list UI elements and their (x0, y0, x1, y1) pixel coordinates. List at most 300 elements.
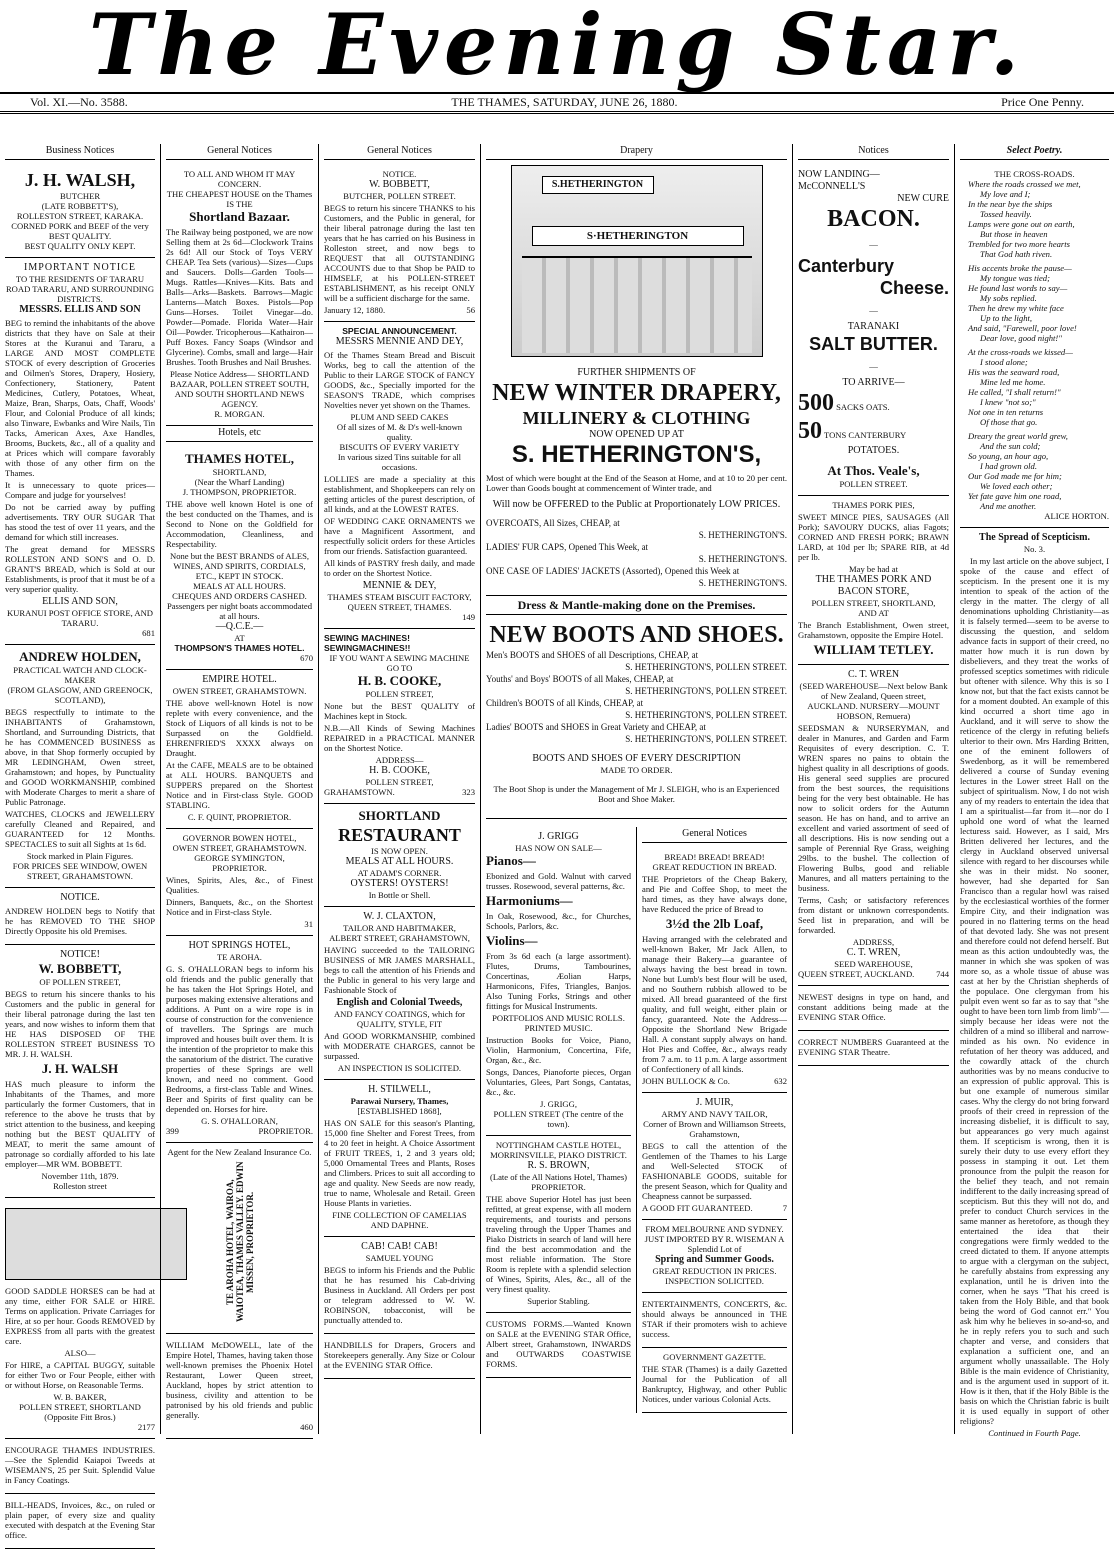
ad-title: Spring and Summer Goods. (655, 1254, 774, 1266)
ad-body: ENCOURAGE THAMES INDUSTRIES.—See the Splendid Kaiapoi Tweeds at WISEMAN'S, 25 per Suit. Splendid Value in Fancy Coatings. (5, 1445, 155, 1485)
ad-title: NOTICE. (60, 892, 100, 903)
poem-line: Of those that go. (980, 417, 1038, 427)
article-number: No. 3. (1023, 544, 1046, 554)
ad-line: PLUM AND SEED CAKES (350, 412, 449, 422)
ad-line: S. HETHERINGTON'S, POLLEN STREET. (625, 710, 787, 720)
ellis-ad (5, 258, 155, 645)
poem-lines (960, 179, 1109, 511)
ad-line: TARANAKI (847, 321, 900, 332)
ad-body: Instruction Books for Voice, Piano, Violin, Harmonium, Concertina, Fife, Organ, &c., &c. (486, 1035, 631, 1066)
ad-body: N.B.—All Kinds of Sewing Machines REPAIRED in a PRACTICAL MANNER on the Shortest Notice. (324, 723, 475, 753)
ad-line: Superior Stabling. (527, 1296, 590, 1307)
ad-title: NEW WINTER DRAPERY, (492, 380, 781, 406)
ad-subtitle: THE CHEAPEST HOUSE on the Thames IS THE (166, 189, 313, 209)
poem-line: Up to the light, (980, 313, 1033, 323)
ad-body: From 3s 6d each (a large assortment). Flutes, Drums, Tambourines, Concertinas, Æolian Harps, Harmonicons, Fifes, Triangles, Banjos. Also Tuning Forks, Strings and other fittings for Musical Instruments. (486, 951, 631, 1012)
ad-signature: H. B. COOKE, (369, 765, 430, 776)
ad-body: ENTERTAINMENTS, CONCERTS, &c. should always be announced in THE STAR if their promoters wish to achieve success. (642, 1299, 787, 1340)
ad-line: ADDRESS— (375, 755, 424, 765)
ad-signature: JOHN BULLOCK & Co. (642, 1076, 730, 1087)
mennie-dey-ad (324, 322, 475, 629)
ad-line: CORNED PORK and BEEF of the very BEST QUALITY. (11, 221, 149, 241)
ad-line: PORTFOLIOS AND MUSIC ROLLS. (492, 1013, 625, 1024)
poem-title: THE CROSS-ROADS. (994, 169, 1075, 179)
ad-body: Do not be carried away by puffing advertisements. TRY OUR SUGAR That has stood the test of over 11 years, and the demand for which still increases. (5, 502, 155, 542)
ad-line: S. HETHERINGTON'S. (698, 554, 787, 564)
poem-line: And said, "Farewell, poor love! (968, 323, 1077, 333)
ad-line: LADIES' FUR CAPS, Opened This Week, at (486, 542, 649, 552)
ad-title: GOVERNOR BOWEN HOTEL, (182, 833, 297, 843)
scepticism-article (960, 528, 1109, 1444)
ad-number: 744 (936, 969, 949, 979)
poem-line: We loved each other; (980, 481, 1053, 491)
ad-note: (Late of the All Nations Hotel, Thames) PROPRIETOR. (489, 1172, 628, 1193)
column-notices (792, 144, 954, 1434)
ad-body: LOLLIES are made a speciality at this establishment, and Shopkeepers can rely on getting articles of the purest description, of all kinds, and at the LOWEST RATES. (324, 474, 475, 514)
ad-body: Most of which were bought at the End of the Season at Home, and at 10 to 20 per cent. Lower than Goods bought at commencement of Winter trade, and (486, 473, 787, 493)
newest-designs-ad (798, 986, 949, 1031)
masthead (0, 0, 1114, 94)
ad-line: McCONNELL'S (798, 181, 866, 192)
ad-body: SEEDSMAN & NURSERYMAN, and dealer in Manures, and Garden and Farm Requisites of every description. C. T. WREN spares no pains to obtain the highest quality in all descriptions of goods. His general seed supplies are procured from the best sources, the requisitions being for the very best obtainable. He has now to solicit orders for the Autumn season. He has on hand, and to arrive an excellent and varied assortment of seed of all descriptions. His is now sending out a sample of Perennial Rye Grass, weighing 29lbs. to the bushel. The collection of Flowering Bulbs, good and reliable Manures, and all matters pertaining to the business. (798, 723, 949, 893)
ad-line: AND FANCY COATINGS, which for QUALITY, STYLE, FIT (333, 1009, 466, 1029)
ad-title: MILLINERY & CLOTHING (522, 408, 751, 428)
customs-forms-ad (486, 1313, 631, 1378)
billheads-ad (5, 1494, 155, 1549)
storefront-illustration (511, 165, 763, 357)
ad-line: In various sized Tins suitable for all occasions. (337, 452, 462, 472)
ad-body: The Branch Establishment, Owen street, Grahamstown, opposite the Empire Hotel. (798, 620, 949, 640)
poem-line: And me another. (980, 501, 1037, 511)
ad-title: RESTAURANT (338, 825, 461, 845)
ad-body: THE above well known Hotel is one of the best conducted on the Thames, and is Second to None on the Goldfield for Accommodation, Cleanliness, and Respectability. (166, 499, 313, 549)
ad-title: HOT SPRINGS HOTEL, (188, 940, 291, 951)
ad-title: W. BOBBETT, (369, 179, 430, 190)
ad-line: BOOTS AND SHOES OF EVERY DESCRIPTION (532, 753, 741, 764)
ad-note: (FROM GLASGOW, AND GREENOCK, SCOTLAND), (7, 685, 153, 705)
ad-note: [ESTABLISHED 1868], (357, 1106, 442, 1116)
poem-line: That God hath riven. (980, 249, 1053, 259)
ad-address: KURANUI POST OFFICE STORE, AND TARARU. (6, 608, 154, 628)
quantity: 500 (798, 390, 834, 416)
ad-line: NEW CURE (897, 193, 949, 204)
ad-title: J. H. WALSH (41, 1061, 119, 1076)
poem-line: Lamps were gone out on earth, (968, 219, 1075, 229)
ad-line: ONE CASE OF LADIES' JACKETS (Assorted), Opened this Week at (486, 566, 740, 576)
ad-line: AND AT (858, 608, 889, 618)
article-title: The Spread of Scepticism. (979, 532, 1090, 543)
ad-body: BEGS to return his sincere THANKS to his Customers, and the Public in general, for their liberal patronage during the last ten years that he has carried on his Business in Rolleston street, and now begs to REQUEST that all OUTSTANDING ACCOUNTS due to that Shop be PAID to HIMSELF, at his POLLEN-STREET ESTABLISHMENT, as his receipt ONLY will be a sufficient discharge for the same. (324, 203, 475, 303)
ad-body: BEGS to call the attention of the Gentlemen of the Thames to his Large and Well-Selected STOCK of FASHIONABLE GOODS, suitable for the present Season, which for Quality and Cheapness cannot be surpassed. (642, 1141, 787, 1202)
column-heading: Hotels, etc (166, 426, 313, 442)
column-heading: Select Poetry. (960, 144, 1109, 160)
ad-address: ALBERT STREET, GRAHAMSTOWN, (329, 933, 470, 943)
ad-number: 7 (782, 1203, 787, 1214)
ad-line: CHEQUES AND ORDERS CASHED. (172, 591, 307, 601)
ad-number: 681 (142, 628, 155, 638)
ad-title: Dress & Mantle-making done on the Premises. (517, 598, 756, 612)
hot-springs-ad (166, 936, 313, 1143)
ad-number: 632 (774, 1076, 787, 1087)
ad-line: OVERCOATS, All Sizes, CHEAP, at (486, 518, 620, 528)
ad-body: At the CAFE, MEALS are to be obtained at ALL HOURS. BANQUETS and SUPPERS prepared on the Shortest Notice and in First-class Style. GOOD STABLING. (166, 760, 313, 810)
ad-line: ALSO— (64, 1348, 96, 1358)
column-heading: Drapery (486, 144, 787, 160)
ad-body: It is unnecessary to quote prices—Compare and judge for yourselves! (5, 480, 155, 500)
correct-numbers-ad (798, 1031, 949, 1066)
ad-line: S. HETHERINGTON'S. (698, 578, 787, 588)
poem-line: Tossed heavily. (980, 209, 1032, 219)
cab-ad (324, 1237, 475, 1334)
ad-body: HAS ON SALE for this season's Planting, 15,000 fine Shelter and Forest Trees, from 4 to 20 feet in height. A Choice Assortment of FRUIT TREES, 1, 2 and 3 years old; 5,000 Ornamental Trees and Plants, Roses and Climbers. Prices to suit all according to age and quality. New Seeds are now ready, true to name, Wholesale and Retail. Green House Plants in varieties. (324, 1118, 475, 1208)
ad-title: NEW BOOTS AND SHOES. (489, 622, 784, 648)
mcdowell-ad (166, 1334, 313, 1439)
poem-line: His accents broke the pause— (968, 263, 1072, 273)
poem-line: Dreary the great world grew, (968, 431, 1068, 441)
ad-signature: C. T. WREN, (846, 947, 901, 958)
ad-number: 399 (166, 1126, 179, 1136)
ad-body: THE STAR (Thames) is a daily Gazetted Journal for the Publication of all Bankruptcy, Highway, and other Public Notices, under various Colonial Acts. (642, 1364, 787, 1405)
bazaar-ad (166, 165, 313, 426)
ad-title: Cheese. (879, 278, 949, 298)
ad-line: AT (234, 633, 245, 643)
ad-title: THOMPSON'S THAMES HOTEL. (174, 643, 305, 653)
ad-title: Pianos— (486, 853, 536, 869)
poem-line: Trembled for two more hearts (968, 239, 1071, 249)
ad-title: —Q.C.E.— (215, 621, 264, 632)
ad-number: 31 (304, 919, 313, 929)
poem-line: I knew "not so;" (980, 397, 1036, 407)
ad-subtitle: GREAT REDUCTION IN BREAD. (652, 862, 777, 873)
ad-line: FOR PRICES SEE WINDOW, OWEN STREET, GRAHAMSTOWN. (12, 861, 148, 881)
ad-subtitle: Agent for the New Zealand Insurance Co. (167, 1147, 312, 1157)
ad-title: SHORTLAND (358, 808, 441, 823)
poem-line: Mine led me home. (980, 377, 1046, 387)
ad-signature: R. S. BROWN, (527, 1160, 590, 1172)
nottingham-hotel-ad (486, 1136, 631, 1313)
ad-body: WATCHES, CLOCKS and JEWELLERY carefully Cleaned and Repaired, and GUARANTEED for 12 Months. SPECTACLES to suit all Sights at 1s 6d. (5, 809, 155, 849)
ad-line: FURTHER SHIPMENTS OF (577, 367, 696, 378)
ad-title: NOTTINGHAM CASTLE HOTEL, MORRINSVILLE, PIAKO DISTRICT. (490, 1140, 627, 1161)
ad-subtitle: TAILOR AND HABITMAKER, (343, 923, 456, 933)
ad-body: For HIRE, a CAPITAL BUGGY, suitable for either Two or Four People, either with or without Horse, on Reasonable Terms. (5, 1360, 155, 1390)
ad-body: THE above well-known Hotel is now replete with every convenience, and the Stock of Liquors of all kinds is not to be Surpassed on the Goldfield. EHRENFRIED'S XXXX always on Draught. (166, 698, 313, 758)
price: Price One Penny. (1001, 95, 1084, 109)
ad-subtitle: BUTCHER (59, 191, 101, 201)
poem-line: Dear love, good night!" (980, 333, 1062, 343)
ad-signature: WILLIAM TETLEY. (813, 642, 934, 657)
ad-body: ANDREW HOLDEN begs to Notify that he has REMOVED TO THE SHOP Directly Opposite his old Premises. (5, 906, 155, 936)
ad-subtitle: BUTCHER, POLLEN STREET. (343, 191, 456, 201)
ad-line: Will now be OFFERED to the Public at Proportionately LOW PRICES. (492, 499, 781, 510)
ad-title: J. MUIR, (695, 1097, 734, 1109)
column-general-notices (160, 144, 318, 1434)
ad-body: BEGS to inform his Friends and the Public that he has resumed his Cab-driving Business in Auckland. All Orders per post or telegram addressed to W. W. ROBINSON, tobacconist, will be punctually attended to. (324, 1265, 475, 1325)
claxton-ad (324, 907, 475, 1080)
ad-title: SALT BUTTER. (809, 334, 938, 354)
ad-title: THAMES PORK PIES, (832, 500, 915, 510)
storefront-building (522, 256, 752, 353)
ad-number: 670 (300, 653, 313, 663)
ad-line: S. HETHERINGTON'S, POLLEN STREET. (625, 662, 787, 672)
ad-title: THAMES HOTEL, (184, 451, 295, 466)
poem (960, 165, 1109, 528)
ad-subtitle: TO THE RESIDENTS OF TARARU ROAD TARARU, AND SURROUNDING DISTRICTS. (5, 274, 155, 304)
ad-subtitle: OWEN STREET, GRAHAMSTOWN. (172, 686, 307, 696)
ad-line: SACKS OATS. (836, 402, 890, 412)
ad-subtitle: SAMUEL YOUNG (365, 1253, 434, 1263)
ad-line: POTATOES. (847, 445, 900, 456)
ad-body: All kinds of PASTRY fresh daily, and made to order on the Shortest Notice. (324, 558, 475, 578)
ad-line: IS NOW OPEN. (371, 846, 428, 856)
ad-subtitle: IF YOU WANT A SEWING MACHINE GO TO (329, 653, 470, 673)
ad-line: MEALS AT ALL HOURS. (193, 581, 286, 591)
ad-body: Songs, Dances, Pianoforte pieces, Organ Voluntaries, Glees, Part Songs, Cantatas, &c., &c. (486, 1067, 631, 1098)
column-business-notices (0, 144, 160, 1540)
ad-body: BILL-HEADS, Invoices, &c., on ruled or plain paper, of every size and quality executed with despatch at the Evening Star office. (5, 1500, 155, 1540)
ad-title: SPECIAL ANNOUNCEMENT. (342, 326, 457, 336)
ad-title: GOVERNMENT GAZETTE. (663, 1352, 766, 1363)
shortland-restaurant-ad (324, 804, 475, 907)
ad-address: Corner of Brown and Williamson Streets, Grahamstown, (643, 1119, 786, 1140)
ad-address: POLLEN STREET, (365, 777, 434, 787)
poem-author: ALICE HORTON. (1044, 511, 1109, 521)
ad-note: (Near the Wharf Landing) (194, 477, 285, 487)
ad-body: HAVING succeeded to the TAILORING BUSINESS of MR JAMES MARSHALL, begs to call the attention of his Friends and the Public in general to his very large and Fashionable Stock of (324, 945, 475, 995)
ad-line: FINE COLLECTION OF CAMELIAS AND DAPHNE. (332, 1210, 467, 1230)
ad-subtitle: JUST IMPORTED BY R. WISEMAN A Splendid Lot of (644, 1234, 785, 1255)
ad-note: (LATE ROBBETT'S), (41, 201, 119, 211)
poem-line: I stood alone; (980, 357, 1028, 367)
ad-title: C. T. WREN (847, 669, 900, 680)
ad-title: CAB! CAB! CAB! (361, 1241, 438, 1252)
ad-address: POLLEN STREET (The centre of the town). (493, 1109, 624, 1130)
te-aroha-ad (166, 1143, 313, 1334)
issue-date: THE THAMES, SATURDAY, JUNE 26, 1880. (451, 95, 678, 109)
ad-signature: G. S. O'HALLORAN, (201, 1116, 278, 1126)
ad-title: Shortland Bazaar. (189, 209, 290, 224)
ad-line: Stock marked in Plain Figures. (26, 851, 134, 861)
ad-line: S. HETHERINGTON'S. (698, 530, 787, 540)
ad-body: And GOOD WORKMANSHIP, combined with MODERATE CHARGES, cannot be surpassed. (324, 1031, 475, 1061)
poem-line: In the near bye the ships (968, 199, 1053, 209)
ad-body: The Railway being postponed, we are now Selling them at 2s 6d—Clockwork Trains 2s 6d! All our Stock of Toys VERY CHEAP. Tea Sets (various)—Sizes—Cups and Saucers. Dolls—Garden Tools—Mugs. Rattles—Knives—Kits. Bats and Balls—Arks—Baskets. Barrows—Magic Lanterns—Match Boxes. Pistols—Pop Guns—Horses. Toilet Vinegar—do. Powder—Pomade. Florida Water—Hair Oil—Powder. Tricopherous—Kathairon—Puff Boxes. Fancy Soaps (Windsor and Glycerine). Combs, small and large—Hair Brushes. Tooth Brushes and Nail Brushes. (166, 227, 313, 367)
ad-body: CORRECT NUMBERS Guaranteed at the EVENING STAR Theatre. (798, 1037, 949, 1057)
ad-signature: ELLIS AND SON, (42, 596, 118, 607)
volume-number: Vol. XI.—No. 3588. (30, 95, 128, 109)
ad-number: 56 (466, 305, 475, 315)
ad-title: NOTICE. (382, 169, 417, 179)
ad-address: Rolleston street (53, 1181, 107, 1191)
column-literary (954, 144, 1114, 1438)
ad-body: THE Proprietors of the Cheap Bakery, and Pie and Coffee Shop, to meet the hard times, as they have always done, have Reduced the price of Bread to (642, 874, 787, 915)
quantity: 50 (798, 418, 822, 444)
ad-title: J. GRIGG (538, 831, 579, 843)
muir-ad (642, 1093, 787, 1220)
gazette-ad (642, 1348, 787, 1413)
poem-line: Then he drew my white face (968, 303, 1064, 313)
ad-title: H. B. COOKE, (357, 673, 442, 688)
column-heading: Notices (798, 144, 949, 160)
ad-signature: MENNIE & DEY, (362, 580, 437, 591)
column-heading: General Notices (166, 144, 313, 160)
poem-line: My sobs replied. (980, 293, 1037, 303)
ad-body: NEWEST designs in type on hand, and constant additions being made at the EVENING STAR Office. (798, 992, 949, 1022)
walsh-ad (5, 165, 155, 258)
ad-line: MEALS AT ALL HOURS. (345, 856, 454, 867)
wren-ad (798, 665, 949, 986)
ad-line: Ladies' BOOTS and SHOES in Great Variety and CHEAP, at (486, 722, 706, 732)
ad-signature: J. THOMPSON, PROPRIETOR. (182, 487, 297, 497)
storefront-sign: S.HETHERINGTON (542, 176, 654, 194)
horses-ad (5, 1198, 155, 1439)
ad-line: BEST QUALITY ONLY KEPT. (24, 241, 136, 251)
ad-line: S. HETHERINGTON'S, POLLEN STREET. (625, 686, 787, 696)
ad-title: MESSRS. ELLIS AND SON (19, 304, 141, 315)
ad-line: TONS CANTERBURY (824, 430, 907, 440)
poem-line: Our God made me for him; (968, 471, 1062, 481)
column-heading: General Notices (324, 144, 475, 160)
ad-title: Harmoniums— (486, 893, 573, 909)
ad-body: Dinners, Banquets, &c., on the Shortest Notice and in First-class Style. (166, 897, 313, 917)
ad-signature: GEORGE SYMINGTON, PROPRIETOR. (194, 853, 285, 873)
ad-date: November 11th, 1879. (41, 1171, 119, 1181)
column-heading: Business Notices (5, 144, 155, 160)
general-notices-column (637, 827, 787, 1413)
ad-title: English and Colonial Tweeds, (336, 997, 463, 1008)
ad-number: 149 (462, 612, 475, 622)
notice-ad (5, 888, 155, 945)
ad-body: OF WEDDING CAKE ORNAMENTS we have a Magnificent Assortment, and respectfully solicit orders for these Articles from our friends. Satisfaction guaranteed. (324, 516, 475, 556)
ad-line: ADDRESS, (852, 937, 895, 947)
ad-title: OYSTERS! OYSTERS! (350, 878, 449, 889)
ad-signature: R. MORGAN. (214, 409, 265, 419)
ad-number: 2177 (137, 1422, 155, 1432)
ad-subtitle: TE AROHA. (217, 952, 262, 962)
article-continued: Continued in Fourth Page. (988, 1428, 1081, 1438)
handbills-ad (324, 1334, 475, 1379)
ad-line: NOW LANDING— (798, 169, 880, 180)
ad-body: HAS much pleasure to inform the Inhabitants of the Thames, and more particularly the former Customers, that in reference to the above he trusts that by strict attention to the business, and keeping nothing but the BEST QUALITY of MEAT, to merit the same amount of patronage so cordially afforded to his late employer—MR WM. BOBBETT. (5, 1079, 155, 1169)
ad-title: NOTICE! (60, 949, 100, 960)
entertainments-ad (642, 1293, 787, 1348)
poem-line: He found last words to say— (968, 283, 1068, 293)
column-drapery (480, 144, 792, 1434)
poem-line: Yet fate gave him one road, (968, 491, 1062, 501)
poem-line: I had grown old. (980, 461, 1037, 471)
bobbett-notice-ad (5, 945, 155, 1198)
ad-address: QUEEN STREET, AUCKLAND. (798, 969, 915, 979)
ad-note: (SEED WAREHOUSE—Next below Bank of New Zealand, Queen street, AUCKLAND. NURSERY—MOUNT HOBSON, Remuera) (799, 681, 948, 721)
ad-body: SWEET MINCE PIES, SAUSAGES (All Pork); SAVOURY DUCKS, alias Fagots; CORNED AND FRESH PORK; BRAWN LARD, at 10d per lb; SPARE RIB, at 4d per lb. (798, 512, 949, 562)
ad-body: BEGS to return his sincere thanks to his Customers and the public in general for their liberal patronage during the last ten years, and now wishes to inform them that HE HAS DISPOSED OF THE ROLLESTON STREET BUSINESS TO MR. J. H. WALSH. (5, 989, 155, 1059)
ad-subtitle: OF POLLEN STREET, (39, 977, 121, 987)
ad-body: Wines, Spirits, Ales, &c., of Finest Qualities. (166, 875, 313, 895)
ad-number: 460 (300, 1422, 313, 1432)
bread-ad (642, 848, 787, 1093)
holden-ad (5, 645, 155, 888)
grigg-ad (486, 827, 631, 1136)
ad-body: In Oak, Rosewood, &c., for Churches, Schools, Parlors, &c. (486, 911, 631, 932)
ad-line: Men's BOOTS and SHOES of all Descriptions, CHEAP, at (486, 650, 699, 660)
storefront-sign: S·HETHERINGTON (532, 226, 744, 246)
ad-title: ANDREW HOLDEN, (19, 649, 141, 664)
ad-note: (Opposite Fitt Bros.) (44, 1412, 116, 1422)
dateline (0, 92, 1114, 114)
ad-line: MADE TO ORDER. (600, 765, 673, 775)
ad-line: GREAT REDUCTION IN PRICES. INSPECTION SOLICITED. (652, 1266, 777, 1287)
encourage-ad (5, 1439, 155, 1494)
poem-line: Not one in ten returns (968, 407, 1044, 417)
ad-body: G. S. O'HALLORAN begs to inform his old friends and the public generally that he has taken the Hot Springs Hotel, and purposes making extensive alterations and additions. A Punt on a wire rope is in course of construction for the convenience of travellers. The Springs are much improved and houses built over them. It is the intention of the proprietor to make this the sanatorium of the district. The curative properties of these Springs are well known, and need no comment. Good Bedrooms, a first-class Table and Wines. Beer and Spirits of first quality can be depended on. Horses for hire. (166, 964, 313, 1114)
ad-title: S. HETHERINGTON'S, (511, 441, 762, 468)
ad-line: Of all sizes of M. & D's well-known quality. (336, 422, 463, 442)
ad-title: Violins— (486, 933, 538, 949)
ad-signature: PROPRIETOR. (258, 1126, 313, 1136)
ad-title: SEWING MACHINES! SEWINGMACHINES!! (324, 633, 411, 653)
poem-line: Where the roads crossed we met, (968, 179, 1081, 189)
ad-subtitle: SHORTLAND, (212, 467, 267, 477)
bowen-hotel-ad (166, 829, 313, 936)
ad-body: GOOD SADDLE HORSES can be had at any time, either FOR SALE or HIRE. Terms on application. Private Carriages for Hire, at so per hour. Goods REMOVED by EXPRESS from all parts with the greatest care. (5, 1286, 155, 1346)
ad-title: J. H. WALSH, (24, 170, 136, 190)
ad-address: POLLEN STREET, (365, 689, 434, 699)
ad-line: None but the BEST BRANDS of ALES, WINES, AND SPIRITS, CORDIALS, ETC., KEPT IN STOCK. (169, 551, 310, 581)
ad-line: S. HETHERINGTON'S, POLLEN STREET. (625, 734, 787, 744)
ad-address: GRAHAMSTOWN. (324, 787, 395, 797)
ad-title: FROM MELBOURNE AND SYDNEY. (645, 1224, 784, 1235)
ad-subtitle: ARMY AND NAVY TAILOR, (661, 1109, 768, 1120)
veale-ad: NOW LANDING— McCONNELL'S NEW CURE BACON. — Canterbury Cheese. — TARANAKI SALT BUTTER. — TO ARRIVE— 500 SACKS OATS. 50 TONS CANTERBURY POTATOES. At Thos. Veale's, POLLEN STREET. (798, 165, 949, 496)
rotated-ad-text: TE AROHA HOTEL, WAIROA, WAIOTEA, THAMES VALLEY. EDWIN MISSEN, PROPRIETOR. (224, 1161, 255, 1323)
ad-address: ROLLESTON STREET, KARAKA. (16, 211, 144, 221)
ad-signature: J. GRIGG, (539, 1099, 577, 1110)
ad-body: Having arranged with the celebrated and well-known Baker, Mr Jack Allen, to manage their Bakery—a guarantee of always having the best bread in town. None but Lumb's best flour will be used, and no Southern rubbish allowed to be mixed. All bread guaranteed of the first quality, and full weight, either plain or fancy, guaranteed. Note the Address—Opposite the Shortland New Brigade Hall. A constant supply always on hand. Hot Pies and Coffee, &c., always ready from 7 a.m. to 11 p.m. A large assortment of Confectionery of all kinds. (642, 934, 787, 1075)
ad-signature: W. B. BAKER, (53, 1392, 107, 1402)
ad-title: IMPORTANT NOTICE (24, 262, 136, 273)
column-heading: General Notices (642, 827, 787, 843)
ad-subtitle: Parawai Nursery, Thames, (350, 1096, 449, 1106)
pork-ad (798, 496, 949, 665)
ad-body: The Boot Shop is under the Management of Mr J. SLEIGH, who is an Experienced Boot and Shoe Maker. (493, 783, 780, 804)
ad-line: May be had at (849, 564, 898, 574)
poem-line: At the cross-roads we kissed— (968, 347, 1073, 357)
ad-line: Youths' and Boys' BOOTS of all Makes, CHEAP, at (486, 674, 674, 684)
poem-line: But those in heaven (980, 229, 1048, 239)
ad-subtitle: PRACTICAL WATCH AND CLOCK-MAKER (13, 665, 147, 685)
poem-line: So young, an hour ago, (968, 451, 1049, 461)
ad-title: At Thos. Veale's, (827, 463, 920, 478)
ad-body: None but the BEST QUALITY of Machines kept in Stock. (324, 701, 475, 721)
poem-line: And the sun cold; (980, 441, 1041, 451)
ad-body: HANDBILLS for Drapers, Grocers and Storekeepers generally. Any Size or Colour at the EVENING STAR Office. (324, 1340, 475, 1370)
ad-line: TO ARRIVE— (842, 377, 905, 388)
ad-title: Canterbury (798, 256, 895, 276)
ad-line: BISCUITS OF EVERY VARIETY (339, 442, 460, 452)
empire-hotel-ad (166, 670, 313, 829)
ad-address: POLLEN STREET. (839, 479, 908, 489)
ad-date: January 12, 1880. (324, 305, 386, 315)
ad-subtitle: OWEN STREET, GRAHAMSTOWN. (172, 843, 307, 853)
poem-line: My love and I; (980, 189, 1031, 199)
ad-address: SEED WAREHOUSE, (834, 959, 913, 969)
article-body: In my last article on the above subject, I spoke of the cause and effect of scepticism. In the present one it is my intention to speak of the action of the clergy in the matter. The clergy of all denominations upholding Christianity—as it is falsely termed—seem to be averse to discussing the question, and seldom advance facts in support of their creed, no matter how much it is run down by disbelievers, and they treat the works of professed sceptics sometimes with ridicule but oftener with silence. Why this is so I know not, but that the fact exists cannot be for a moment doubted. An example of this kind occurred a short time ago in Auckland, and it will serve to show the reticence of the clergy in refuting beliefs ulterior to their own. Mrs Harding Britten, one of the eminent followers of Swedenborg, as it will be remembered delivered a course of Sunday evening lectures in the Lower street Hall on the subject of spiritualism. Now, I do not wish any of my readers to entertain the idea that I am a spiritualist—far from it—nor do I uphold one word of what the learned lecturess said. However, as I said, Mrs Britten delivered her lectures, and the clergy in Auckland observed universal silence with regard to her discourses while she was in their midst. No sooner, however, had she departed for San Francisco than a regular howl was raised by the ecclesiastical worthies of the former Empire City, and their indignation was poured in no flattering terms on the head of that devoted lady. She was not present and therefore could not defend herself. But mean as this action undoubtedly was, the manner in which she was spoken of was more so, as a whole tissue of abuse was cast at her by the Christian shepherds of the populace. One clergyman from his pulpit even went so far as to say that "she ought to have been torn limb from limb"—simply because her ideas were not the children of a mind so illiberal and narrow-minded as his own. No evidence in refutation of her theory was adduced, and the cowardly attack of the church authorities was by no means conducive to an expression of public approval. This is but one example of numerous similar cases. Why the clergy do not bring forward proofs of their creed in repression of the increasing disbelief, it is difficult to say, but appearances go very much against them. If scepticism is wrong, then it is surely their duty to use every effort they possess in stamping it out. Let them pronounce from the pulpit the reason for the belief they teach, and not remain indifferent to the daily increasing spread of scepticism. But this they will not do, and prefer to conduct Church services in the same manner as heretofore, as though they entertained the idea that their congregations were firmly wedded to the creed dictated to them. If anyone attempts to argue with a clergyman on the subject, he carefully abstains from expressing any explanation, until he is driven into the corner, when he says "That his creed is taken from the Holy Bible, and that book being the word of God cannot err." You ask him why he believes in so-and-so, and he in reply refers you to such and such chapter and verse, and considers that explanation a sufficient one, and an argument wholly unassailable. The Holy Bible is the main evidence of Christianity, and is the argument used in support of it. How is it then, that if the Holy Bible is the basis on which the Christian fabric is built it is used equally in support of other religions? (960, 556, 1109, 1426)
poem-line: He called, "I shall return!" (968, 387, 1061, 397)
poem-line: His was the seaward road, (968, 367, 1060, 377)
ad-body: Of the Thames Steam Bread and Biscuit Works, beg to call the attention of the Public to their LARGE STOCK of FANCY GOODS, &c., Specially imported for the SEASON'S TRADE, which comprises Novelties never yet shown on the Thames. (324, 350, 475, 410)
ad-address: POLLEN STREET, SHORTLAND (19, 1402, 141, 1412)
ad-number: 323 (462, 787, 475, 797)
